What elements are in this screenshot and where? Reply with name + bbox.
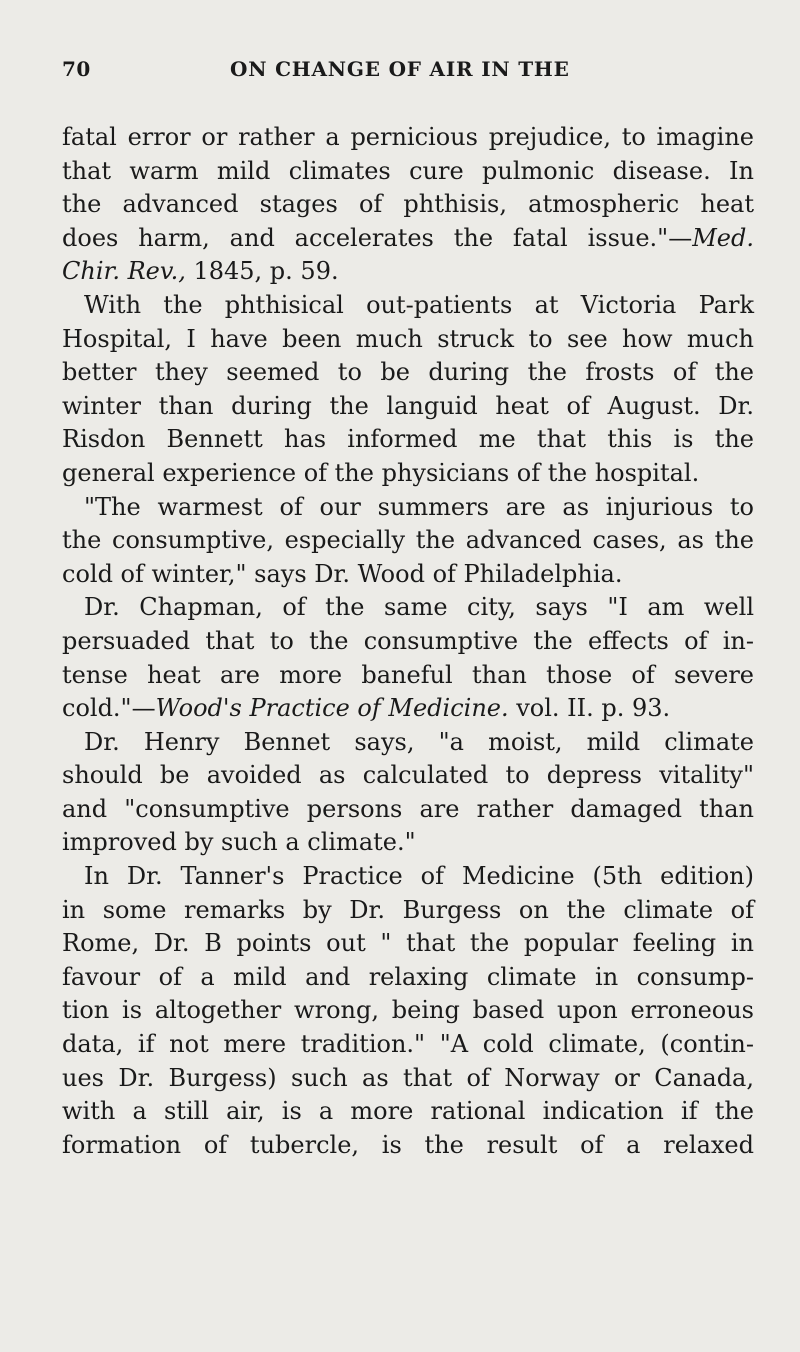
text-line-7: Hospital, I have been much struck to see how much: [62, 324, 754, 353]
citation-woods-tail: vol. II. p. 93.: [508, 694, 671, 723]
running-title: ON CHANGE OF AIR IN THE: [230, 57, 570, 81]
body-text: [62, 121, 754, 1162]
citation-chir-rev-tail: 1845, p. 59.: [185, 257, 339, 286]
text-line-31: formation of tubercle, is the result of a relaxed: [62, 1130, 754, 1159]
text-line-13: the consumptive, especially the advanced cases, as the: [62, 526, 754, 555]
text-line-9: winter than during the languid heat of August. Dr.: [62, 391, 754, 420]
text-line-1: fatal error or rather a pernicious prejudice, to imagine: [62, 123, 754, 151]
text-line-4: [62, 222, 754, 256]
text-line-22: improved by such a climate.": [62, 828, 416, 857]
citation-chir-rev: Chir. Rev.,: [62, 257, 186, 286]
text-line-30: with a still air, is a more rational indication if the: [62, 1097, 754, 1126]
text-line-28: data, if not mere tradition." "A cold climate, (contin-: [62, 1030, 754, 1059]
text-line-5: [62, 255, 754, 289]
page-header: [62, 57, 752, 89]
text-line-19: Dr. Henry Bennet says, "a moist, mild climate: [84, 727, 754, 756]
text-line-20: should be avoided as calculated to depress vitality": [62, 761, 754, 790]
text-line-15: Dr. Chapman, of the same city, says "I am well: [84, 593, 754, 622]
text-line-25: Rome, Dr. B points out " that the popular feeling in: [62, 929, 754, 958]
text-line-23: In Dr. Tanner's Practice of Medicine (5th edition): [84, 862, 754, 891]
text-line-21: and "consumptive persons are rather damaged than: [62, 794, 754, 823]
text-line-10: Risdon Bennett has informed me that this is the: [62, 425, 754, 454]
text-line-17: tense heat are more baneful than those of severe: [62, 660, 754, 689]
text-line-11: general experience of the physicians of the hospital.: [62, 458, 700, 487]
citation-woods-practice: Wood's Practice of Medicine.: [155, 694, 509, 723]
text-line-4-main: does harm, and accelerates the fatal issue."—: [62, 223, 693, 252]
text-line-6: With the phthisical out-patients at Victoria Park: [84, 290, 754, 319]
text-line-12: "The warmest of our summers are as injurious to: [84, 492, 754, 521]
text-line-14: cold of winter," says Dr. Wood of Philadelphia.: [62, 559, 623, 588]
text-line-26: favour of a mild and relaxing climate in consump-: [62, 962, 754, 991]
text-line-24: in some remarks by Dr. Burgess on the climate of: [62, 895, 754, 924]
page-number: 70: [62, 57, 91, 81]
citation-med: Med.: [692, 223, 754, 252]
text-line-16: persuaded that to the consumptive the effects of in-: [62, 626, 754, 655]
text-line-3: the advanced stages of phthisis, atmospheric heat: [62, 190, 754, 219]
text-line-18-main: cold."—: [62, 694, 156, 723]
text-line-2: that warm mild climates cure pulmonic disease. In: [62, 156, 754, 185]
text-line-18: [62, 692, 754, 726]
text-line-8: better they seemed to be during the frosts of the: [62, 358, 754, 387]
text-line-27: tion is altogether wrong, being based upon erroneous: [62, 996, 754, 1025]
text-line-29: ues Dr. Burgess) such as that of Norway or Canada,: [62, 1063, 754, 1092]
